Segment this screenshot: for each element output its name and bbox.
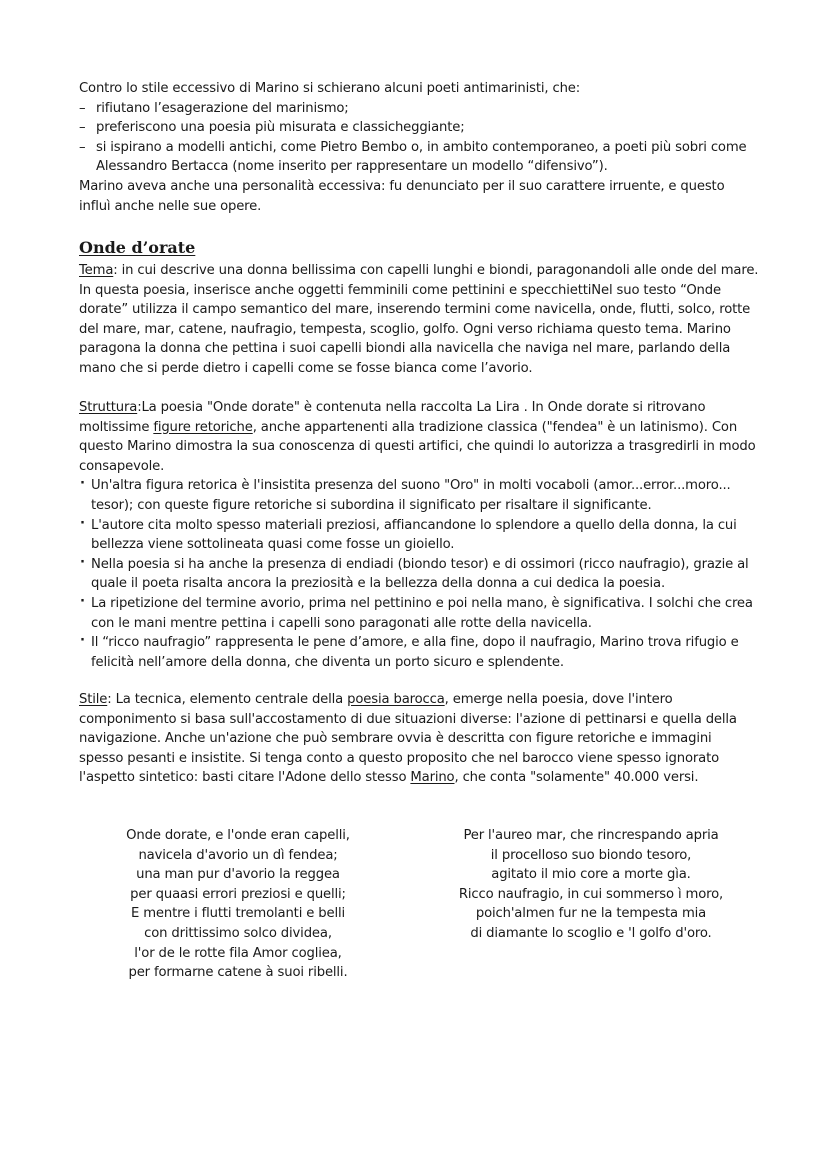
section-title: Onde d’orate: [79, 238, 196, 257]
list-item: · L'autore cita molto spesso materiali preziosi, affiancandone lo splendore a quello della donna, la cui bellezza viene sottolineata quasi come fosse un gioiello.: [79, 516, 759, 555]
stile-text-1: : La tecnica, elemento centrale della: [107, 692, 348, 707]
intro-lead: Contro lo stile eccessivo di Marino si schierano alcuni poeti antimarinisti, che:: [79, 81, 581, 96]
list-item: · Nella poesia si ha anche la presenza di endiadi (biondo tesor) e di ossimori (ricco naufragio), grazie al quale il poeta risalta ancora la preziosità e la bellezza della donna a cui dedica la poesia.: [79, 555, 759, 594]
poem-line: il procelloso suo biondo tesoro,: [490, 847, 692, 863]
poem-line: navicela d'avorio un dì fendea;: [138, 847, 338, 863]
tema-paragraph: [79, 261, 759, 379]
tema-text: : in cui descrive una donna bellissima con capelli lunghi e biondi, paragonandoli alle onde del mare. In questa poesia, inserisce anche oggetti femminili come pettinini e specchiettiNel suo testo “Onde dorate” utilizza il campo semantico del mare, inserendo termini come navicella, onde, flutti, solco, rotte del mare, mar, catene, naufragio, tempesta, scoglio, golfo. Ogni verso richiama questo tema. Marino paragona la donna che pettina i suoi capelli biondi alla navicella che naviga nel mare, parlando della mano che si perde dietro i capelli come se fosse bianca come l’avorio.: [79, 263, 759, 376]
poem-line: una man pur d'avorio la reggea: [136, 867, 340, 883]
list-item: – preferiscono una poesia più misurata e classicheggiante;: [79, 118, 759, 138]
marino-link[interactable]: Marino: [410, 770, 455, 786]
poem-line: poich'almen fur ne la tempesta mia: [475, 906, 707, 922]
struttura-text-1: :La poesia "Onde dorate" è contenuta nella raccolta La Lira . In Onde dorate si ritrovano moltissime: [79, 400, 706, 435]
poem-line: Ricco naufragio, in cui sommerso ì moro,: [458, 886, 724, 902]
list-item: – rifiutano l’esagerazione del marinismo;: [79, 99, 759, 119]
poem-line: per quaasi errori preziosi e quelli;: [130, 886, 346, 902]
poem-line: con drittissimo solco dividea,: [144, 925, 332, 941]
intro-closing: Marino aveva anche una personalità eccessiva: fu denunciato per il suo carattere irruente, e questo influì anche nelle sue opere.: [79, 178, 725, 214]
poesia-barocca-link[interactable]: poesia barocca: [347, 692, 445, 707]
poem-line: per formarne catene à suoi ribelli.: [128, 965, 348, 981]
poem-octave: [108, 826, 368, 983]
tema-label: Tema: [79, 263, 114, 278]
list-item: · Il “ricco naufragio” rappresenta le pene d’amore, e alla fine, dopo il naufragio, Marino trova rifugio e felicità nell’amore della donna, che diventa un porto sicuro e splendente.: [79, 633, 759, 672]
poem-sestet: [451, 826, 731, 944]
stile-text-2: , emerge nella poesia, dove l'intero componimento si basa sull'accostamento di due situazioni diverse: l'azione di pettinarsi e quella della navigazione. Anche un'azione che può sembrare ovvia è descritta con figure retoriche e immagini spesso pesanti e insistite. Si tenga conto a questo proposito che nel barocco viene spesso ignorato l'aspetto sintetico: basti citare l'Adone dello stesso: [79, 692, 737, 786]
struttura-section: [79, 398, 759, 672]
struttura-label: Struttura: [79, 400, 138, 415]
stile-paragraph: [79, 690, 759, 788]
struttura-bullets: [79, 476, 759, 672]
stile-label: Stile: [79, 692, 108, 707]
poem-line: Per l'aureo mar, che rincrespando apria: [463, 828, 719, 843]
poem-line: Onde dorate, e l'onde eran capelli,: [126, 828, 350, 843]
poem-line: di diamante lo scoglio e 'l golfo d'oro.: [470, 925, 712, 941]
poem-line: E mentre i flutti tremolanti e belli: [130, 906, 345, 922]
struttura-text-2: , anche appartenenti alla tradizione classica ("fendea" è un latinismo). Con questo Marino dimostra la sua conoscenza di questi artifici, che quindi lo autorizza a trasgredirli in modo consapevole.: [79, 419, 756, 474]
list-item: · Un'altra figura retorica è l'insistita presenza del suono "Oro" in molti vocaboli (amor...error...moro... tesor); con queste figure retoriche si subordina il significato per risaltare il significante.: [79, 476, 759, 515]
poem-line: agitato il mio core a morte gìa.: [491, 867, 691, 883]
intro-section: [79, 79, 759, 216]
figure-retoriche-link[interactable]: figure retoriche: [153, 419, 253, 435]
intro-list: [79, 99, 759, 177]
struttura-paragraph: [79, 398, 759, 476]
poem-line: l'or de le rotte fila Amor cogliea,: [134, 945, 342, 961]
list-item: · La ripetizione del termine avorio, prima nel pettinino e poi nella mano, è significativa. I solchi che crea con le mani mentre pettina i capelli sono paragonati alle rotte della navicella.: [79, 594, 759, 633]
list-item: – si ispirano a modelli antichi, come Pietro Bembo o, in ambito contemporaneo, a poeti più sobri come Alessandro Bertacca (nome inserito per rappresentare un modello “difensivo”).: [79, 138, 759, 177]
stile-text-3: , che conta "solamente" 40.000 versi.: [454, 770, 699, 786]
